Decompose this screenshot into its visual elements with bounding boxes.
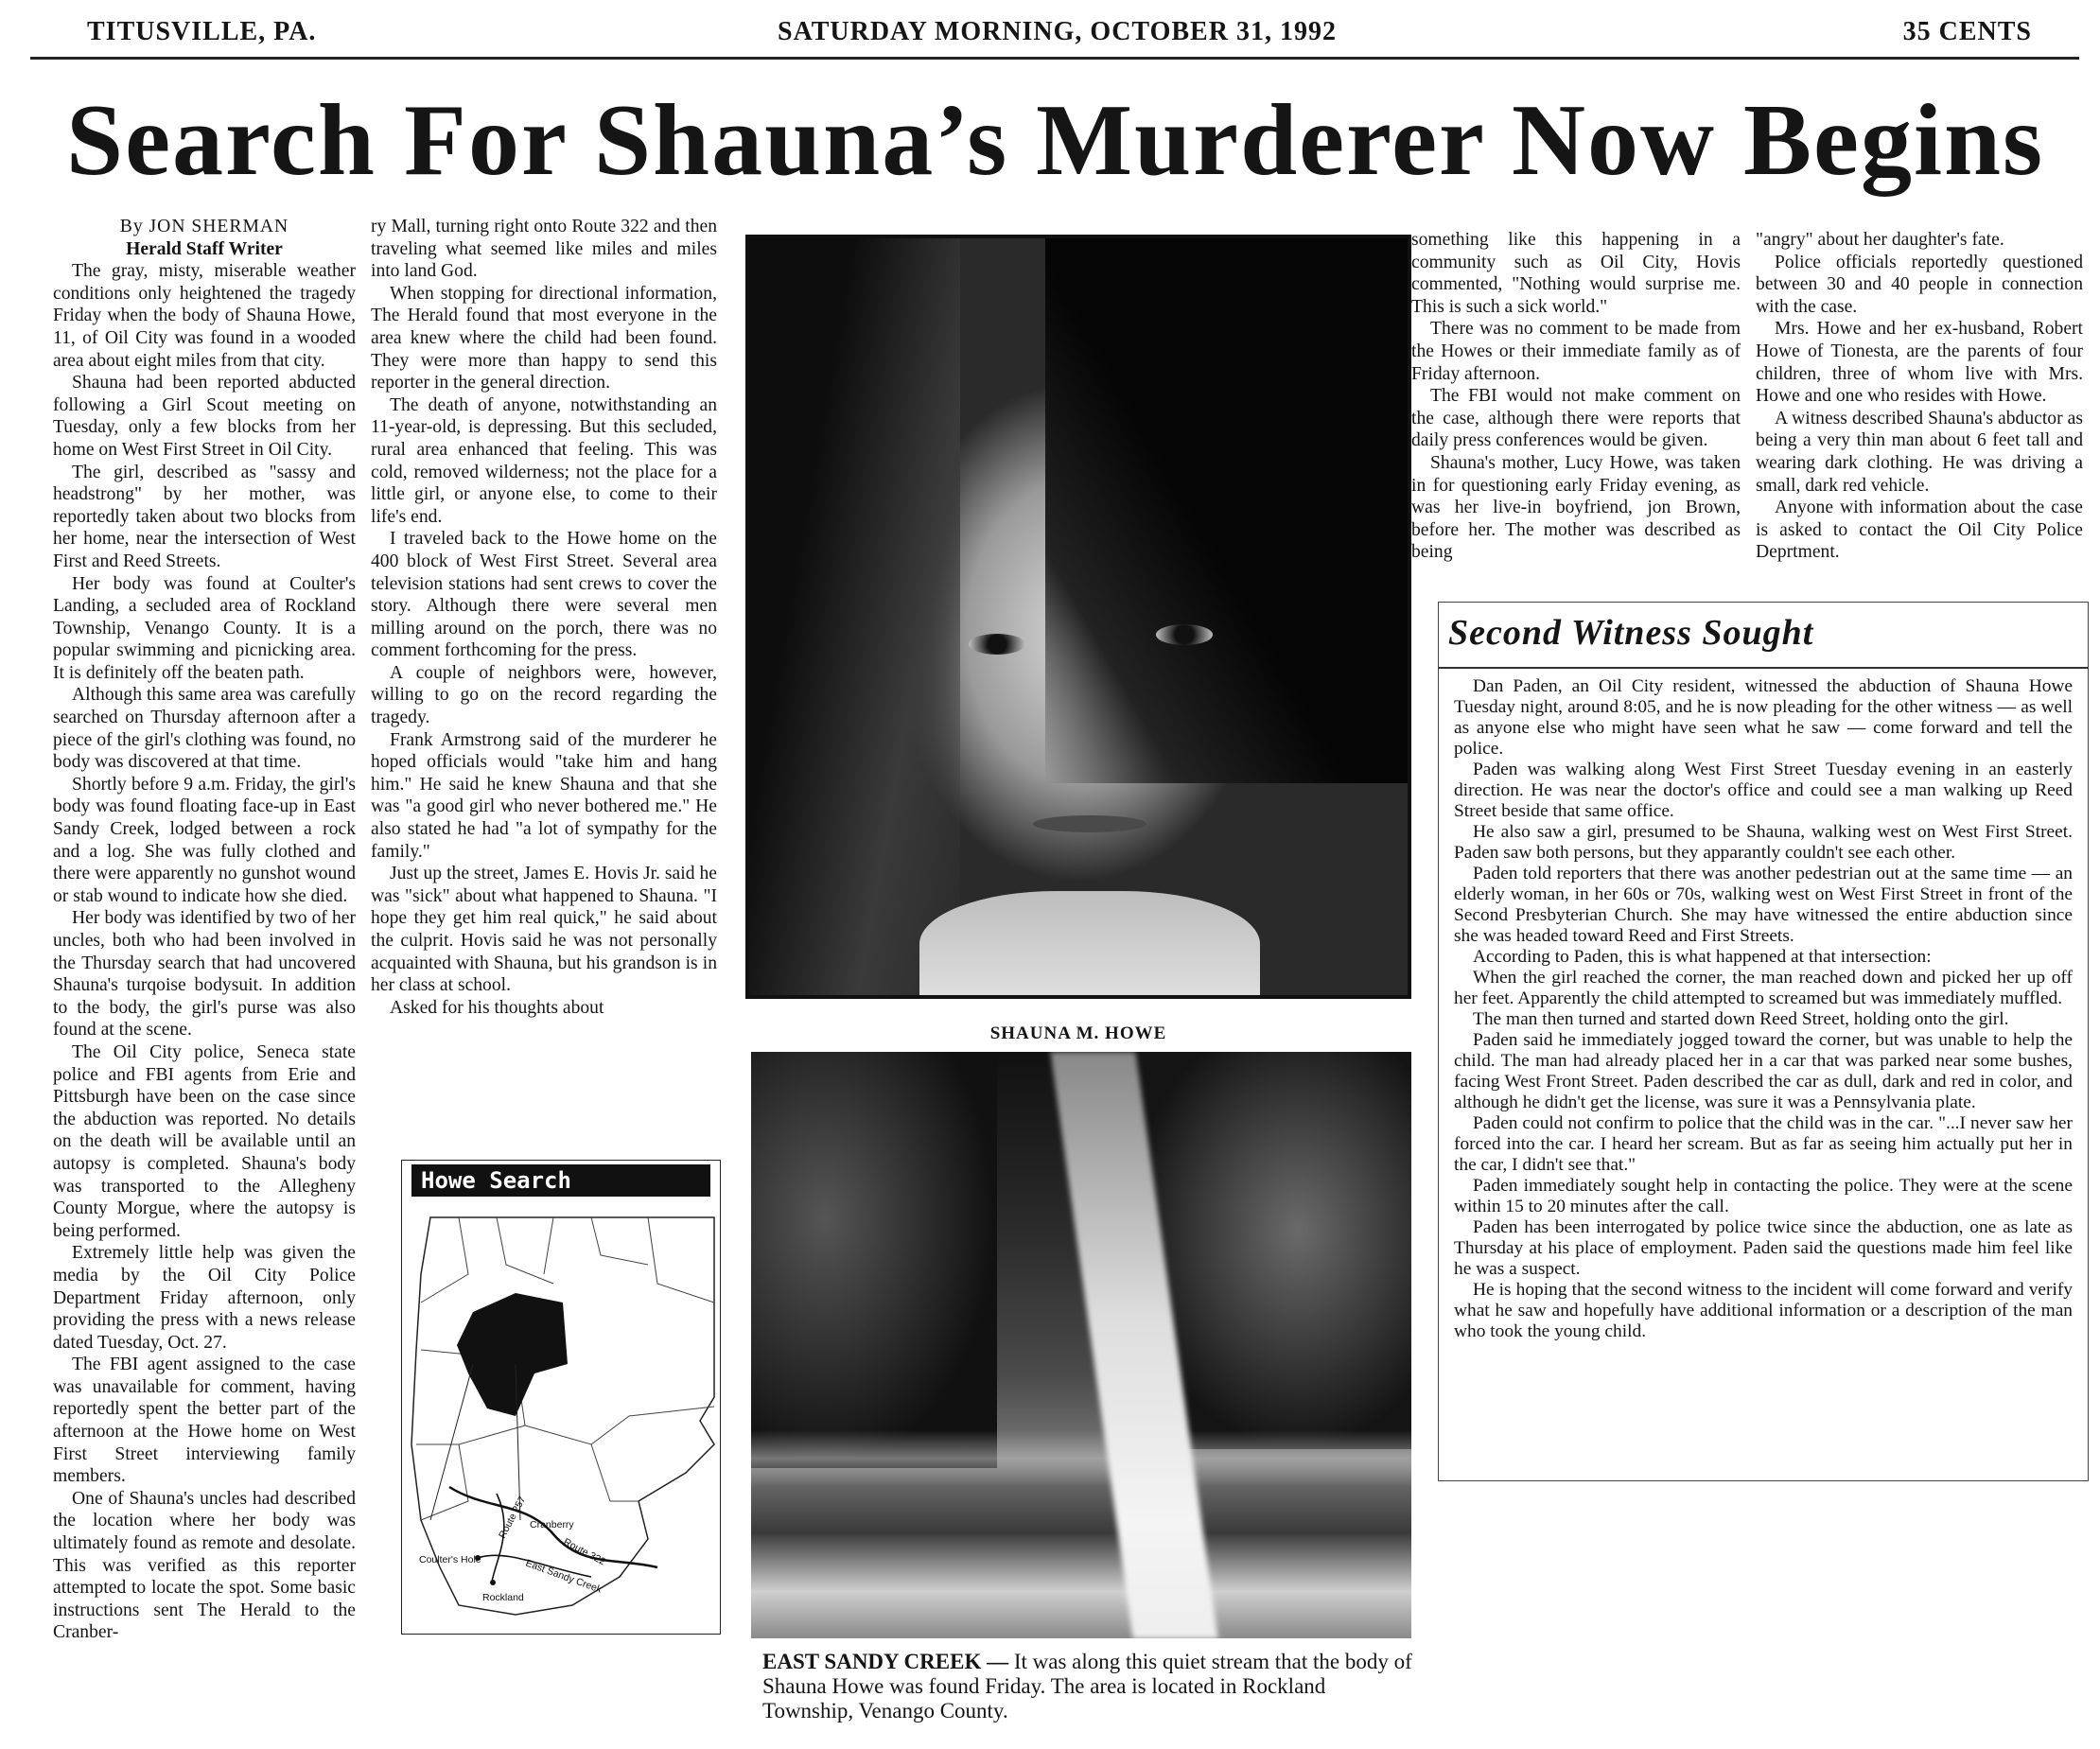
portrait-caption: SHAUNA M. HOWE [989, 1023, 1167, 1043]
second-witness-sidebar [1438, 602, 2089, 1481]
sidebar-paragraph: Paden has been interrogated by police twice since the abduction, one as late as Thursday at his place of employment. Paden said the questions made him feel like he was a suspect. [1454, 1217, 2073, 1279]
article-paragraph: Asked for his thoughts about [390, 997, 604, 1018]
sidebar-body [1454, 676, 2073, 1342]
map-label-route257: Route 257 [497, 1494, 529, 1541]
article-paragraph: Shortly before 9 a.m. Friday, the girl's body was found floating face-up in East Sandy Creek, lodged between a rock and a log. She was fully clothed and there were apparently no gunshot wound or stab wound to indicate how she died. [53, 774, 356, 906]
map-label-route322: Route 322 [561, 1536, 608, 1568]
creek-caption-body: It was along this quiet stream that the body of Shauna Howe was found Friday. The area is located in Rockland Township, Venango County. [762, 1650, 1412, 1723]
map-label-cranberry: Cranberry [530, 1519, 574, 1530]
creek-caption [762, 1650, 1415, 1723]
sidebar-paragraph: Paden was walking along West First Street Tuesday evening in an easterly direction. He was near the doctor's office and could see a man walking up Reed Street beside that same office. [1454, 760, 2073, 821]
article-paragraph: Mrs. Howe and her ex-husband, Robert Howe of Tionesta, are the parents of four children, three of whom live with Mrs. Howe and one who resides with Howe. [1756, 319, 2083, 407]
article-paragraph: I traveled back to the Howe home on the 400 block of West First Street. Several area television stations had sent crews to cover the story. Although there were several men milling around on the porch, there was no comment forthcoming for the press. [371, 529, 717, 661]
sidebar-paragraph: The man then turned and started down Reed Street, holding onto the girl. [1473, 1009, 2009, 1029]
article-paragraph: Her body was identified by two of her uncles, both who had been involved in the Thursday search that had uncovered Shauna's turqoise bodysuit. In addition to the body, the girl's purse was also found at the scene. [53, 908, 356, 1041]
article-paragraph: something like this happening in a community such as Oil City, Hovis commented, "Nothing would surprise me. This is such a sick world." [1411, 230, 1741, 317]
sidebar-paragraph: Dan Paden, an Oil City resident, witnessed the abduction of Shauna Howe Tuesday night, around 8:05, and he is now pleading for the other witness — as well as anyone else who might have seen what he saw — come forward and tell the police. [1454, 676, 2073, 759]
sidebar-paragraph: He also saw a girl, presumed to be Shauna, walking west on West First Street. Paden saw both persons, but they apparantly couldn't see each other. [1454, 822, 2073, 863]
creek-photo [751, 1052, 1411, 1638]
article-paragraph: Anyone with information about the case is asked to contact the Oil City Police Deprtment. [1756, 498, 2083, 563]
article-column-5 [1756, 229, 2083, 598]
article-paragraph: The FBI would not make comment on the case, although there were reports that daily press conferences would be given. [1411, 386, 1741, 451]
article-paragraph: Although this same area was carefully searched on Thursday afternoon after a piece of the girl's clothing was found, no body was discovered at that time. [53, 685, 356, 773]
article-paragraph: The FBI agent assigned to the case was unavailable for comment, having reportedly spent the better part of the afternoon at the Howe home on West First Street interviewing family members. [53, 1355, 356, 1487]
howe-search-map [401, 1160, 721, 1635]
map-label-rockland: Rockland [482, 1592, 524, 1603]
sidebar-divider [1439, 667, 2088, 669]
article-paragraph: A witness described Shauna's abductor as being a very thin man about 6 feet tall and wearing dark clothing. He was driving a small, dark red vehicle. [1756, 408, 2083, 496]
article-column-1 [53, 216, 356, 1729]
article-paragraph: One of Shauna's uncles had described the location where her body was ultimately found as remote and desolate. This was verified as this reporter attempted to locate the spot. Some basic instructions sent The Herald to the Cranber- [53, 1488, 356, 1643]
article-paragraph: The girl, described as "sassy and headstrong" by her mother, was reportedly taken about two blocks from her home, near the intersection of West First and Reed Streets. [53, 462, 356, 571]
article-paragraph: There was no comment to be made from the Howes or their immediate family as of Friday afternoon. [1411, 319, 1741, 384]
masthead-price: 35 CENTS [1902, 17, 2032, 46]
article-paragraph: Shauna had been reported abducted following a Girl Scout meeting on Tuesday, only a few blocks from her home on West First Street in Oil City. [53, 373, 356, 460]
map-label-east-sandy-creek: East Sandy Creek [523, 1557, 604, 1596]
article-paragraph: Just up the street, James E. Hovis Jr. said he was "sick" about what happened to Shauna. "I hope they get him real quick," he said about the culprit. Hovis said he was not personally acquainted with Shauna, but his grandson is in her class at school. [371, 864, 717, 996]
map-label-coulters-hole: Coulter's Hole [419, 1554, 481, 1565]
article-paragraph: Shauna's mother, Lucy Howe, was taken in for questioning early Friday evening, as was her live-in boyfriend, jon Brown, before her. The mother was described as being [1411, 452, 1741, 563]
article-paragraph: When stopping for directional information, The Herald found that most everyone in the area knew where the child had been found. They were more than happy to send this reporter in the general direction. [371, 283, 717, 394]
article-paragraph: The Oil City police, Seneca state police and FBI agents from Erie and Pittsburgh have been on the case since the abduction was reported. No details on the death will be available until an autopsy is completed. Shauna's body was transported to the Allegheny County Morgue, where the autopsy is being performed. [53, 1041, 356, 1241]
article-paragraph: "angry" about her daughter's fate. [1756, 230, 2004, 250]
sidebar-paragraph: Paden could not confirm to police that the child was in the car. "...I never saw her forced into the car. I heard her scream. But as far as seeing him actually put her in the car, I didn't see that." [1454, 1113, 2073, 1175]
article-paragraph: The death of anyone, notwithstanding an 11-year-old, is depressing. But this secluded, rural area enhanced that feeling. This was cold, removed wilderness; not the place for a little girl, or anyone else, to come to their life's end. [371, 394, 717, 527]
portrait-photo [745, 235, 1411, 999]
map-title: Howe Search [411, 1164, 710, 1197]
sidebar-paragraph: Paden told reporters that there was another pedestrian out at the same time — an elderly woman, in her 60s or 70s, walking west on West First Street in front of the Second Presbyterian Church. She may have witnessed the entire abduction since she was headed toward Reed and First Streets. [1454, 864, 2073, 946]
article-column-2 [371, 216, 717, 1162]
article-column-4 [1411, 229, 1741, 598]
byline [53, 216, 356, 260]
sidebar-paragraph: When the girl reached the corner, the man reached down and picked her up off her feet. Apparently the child attempted to screamed but was immediately muffled. [1454, 968, 2073, 1008]
map-graphic [402, 1161, 720, 1634]
sidebar-paragraph: Paden immediately sought help in contacting the police. They were at the scene within 15 to 20 minutes after the call. [1454, 1176, 2073, 1216]
article-paragraph: Police officials reportedly questioned between 30 and 40 people in connection with the case. [1756, 252, 2083, 317]
article-paragraph: Extremely little help was given the media by the Oil City Police Department Friday afternoon, only providing the press with a news release dated Tuesday, Oct. 27. [53, 1243, 356, 1353]
article-paragraph: Frank Armstrong said of the murderer he hoped officials would "take him and hang him." He said he knew Shauna and that she was "a good girl who never bothered me." He also stated he had "a lot of sympathy for the family." [371, 729, 717, 862]
article-paragraph: Her body was found at Coulter's Landing, a secluded area of Rockland Township, Venango County. It is a popular swimming and picnicking area. It is definitely off the beaten path. [53, 573, 356, 683]
masthead [30, 15, 2079, 60]
sidebar-paragraph: Paden said he immediately jogged toward the corner, but was unable to help the child. The man had already placed her in a car that was parked near some bushes, facing West Front Street. Paden described the car as dull, dark and red in color, and although he didn't get the license, was sure it was a Pennsylvania plate. [1454, 1030, 2073, 1112]
byline-title: Herald Staff Writer [126, 238, 283, 259]
masthead-location: TITUSVILLE, PA. [87, 17, 317, 46]
masthead-date: SATURDAY MORNING, OCTOBER 31, 1992 [778, 17, 1337, 46]
sidebar-title: Second Witness Sought [1448, 613, 1814, 653]
creek-caption-lead: EAST SANDY CREEK — [762, 1650, 1009, 1673]
sidebar-paragraph: He is hoping that the second witness to the incident will come forward and verify what he saw and hopefully have additional information or a description of the man who took the young child. [1454, 1280, 2073, 1341]
article-paragraph: ry Mall, turning right onto Route 322 and then traveling what seemed like miles and miles into land God. [371, 217, 717, 282]
article-paragraph: A couple of neighbors were, however, willing to go on the record regarding the tragedy. [371, 662, 717, 728]
sidebar-paragraph: According to Paden, this is what happened at that intersection: [1473, 947, 1932, 967]
article-paragraph: The gray, misty, miserable weather conditions only heightened the tragedy Friday when the body of Shauna Howe, 11, of Oil City was found in a wooded area about eight miles from that city. [53, 261, 356, 371]
headline: Search For Shauna’s Murderer Now Begins [66, 84, 2045, 197]
byline-name: By JON SHERMAN [119, 217, 289, 236]
